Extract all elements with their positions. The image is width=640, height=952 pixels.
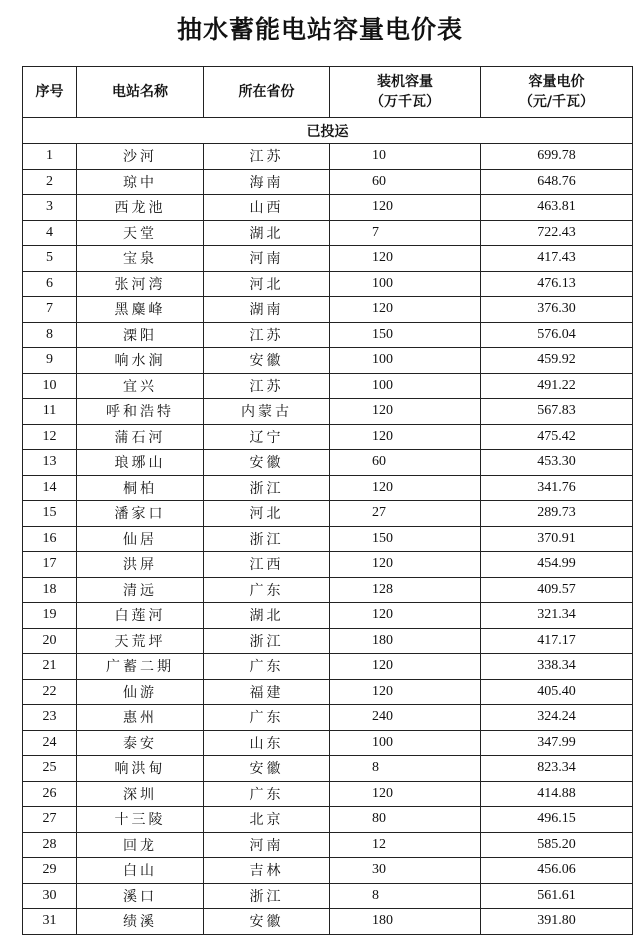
table-row (23, 552, 633, 578)
cell-seq: 31 (23, 909, 77, 935)
cell-seq: 28 (23, 832, 77, 858)
cell-seq: 9 (23, 348, 77, 374)
cell-capacity: 120 (330, 603, 481, 629)
cell-capacity: 120 (330, 654, 481, 680)
cell-station-name: 惠州 (77, 705, 204, 731)
cell-province: 山东 (204, 730, 330, 756)
cell-price: 453.30 (481, 450, 633, 476)
cell-seq: 26 (23, 781, 77, 807)
cell-seq: 19 (23, 603, 77, 629)
cell-price: 376.30 (481, 297, 633, 323)
cell-capacity: 150 (330, 322, 481, 348)
cell-province: 江西 (204, 552, 330, 578)
cell-province: 江苏 (204, 322, 330, 348)
table-row (23, 297, 633, 323)
table-row (23, 858, 633, 884)
cell-province: 浙江 (204, 475, 330, 501)
cell-capacity: 12 (330, 832, 481, 858)
cell-station-name: 宝泉 (77, 246, 204, 272)
header-name: 电站名称 (77, 67, 204, 118)
cell-province: 浙江 (204, 883, 330, 909)
cell-province: 江苏 (204, 373, 330, 399)
cell-capacity: 120 (330, 399, 481, 425)
cell-station-name: 白莲河 (77, 603, 204, 629)
cell-station-name: 沙河 (77, 144, 204, 170)
cell-price: 338.34 (481, 654, 633, 680)
cell-capacity: 180 (330, 909, 481, 935)
cell-province: 浙江 (204, 526, 330, 552)
cell-station-name: 响水涧 (77, 348, 204, 374)
cell-seq: 14 (23, 475, 77, 501)
cell-province: 山西 (204, 195, 330, 221)
cell-capacity: 30 (330, 858, 481, 884)
cell-station-name: 黑麋峰 (77, 297, 204, 323)
cell-price: 491.22 (481, 373, 633, 399)
cell-seq: 6 (23, 271, 77, 297)
cell-station-name: 西龙池 (77, 195, 204, 221)
cell-station-name: 潘家口 (77, 501, 204, 527)
cell-province: 安徽 (204, 348, 330, 374)
cell-seq: 1 (23, 144, 77, 170)
cell-seq: 15 (23, 501, 77, 527)
cell-station-name: 桐柏 (77, 475, 204, 501)
cell-capacity: 8 (330, 883, 481, 909)
cell-capacity: 8 (330, 756, 481, 782)
table-row (23, 144, 633, 170)
cell-province: 广东 (204, 781, 330, 807)
cell-seq: 27 (23, 807, 77, 833)
header-capacity (330, 67, 481, 118)
table-row (23, 220, 633, 246)
table-row (23, 883, 633, 909)
cell-price: 475.42 (481, 424, 633, 450)
cell-seq: 30 (23, 883, 77, 909)
table-row (23, 756, 633, 782)
cell-province: 北京 (204, 807, 330, 833)
cell-price: 341.76 (481, 475, 633, 501)
cell-seq: 25 (23, 756, 77, 782)
cell-province: 广东 (204, 654, 330, 680)
header-price-line2: （元/千瓦） (518, 94, 595, 110)
cell-station-name: 洪屏 (77, 552, 204, 578)
cell-seq: 22 (23, 679, 77, 705)
cell-station-name: 蒲石河 (77, 424, 204, 450)
cell-station-name: 宜兴 (77, 373, 204, 399)
cell-capacity: 120 (330, 552, 481, 578)
table-row (23, 475, 633, 501)
cell-seq: 29 (23, 858, 77, 884)
cell-price: 648.76 (481, 169, 633, 195)
cell-province: 浙江 (204, 628, 330, 654)
cell-seq: 21 (23, 654, 77, 680)
cell-price: 456.06 (481, 858, 633, 884)
cell-seq: 11 (23, 399, 77, 425)
cell-capacity: 120 (330, 297, 481, 323)
cell-price: 459.92 (481, 348, 633, 374)
cell-price: 454.99 (481, 552, 633, 578)
cell-province: 河北 (204, 501, 330, 527)
cell-capacity: 100 (330, 373, 481, 399)
cell-seq: 12 (23, 424, 77, 450)
cell-province: 安徽 (204, 450, 330, 476)
cell-price: 699.78 (481, 144, 633, 170)
cell-province: 安徽 (204, 756, 330, 782)
table-row (23, 603, 633, 629)
cell-price: 585.20 (481, 832, 633, 858)
cell-province: 河南 (204, 832, 330, 858)
header-seq: 序号 (23, 67, 77, 118)
cell-capacity: 100 (330, 348, 481, 374)
table-row (23, 450, 633, 476)
cell-price: 823.34 (481, 756, 633, 782)
table-row (23, 526, 633, 552)
cell-price: 347.99 (481, 730, 633, 756)
cell-station-name: 琅琊山 (77, 450, 204, 476)
cell-capacity: 100 (330, 730, 481, 756)
cell-seq: 13 (23, 450, 77, 476)
cell-station-name: 溪口 (77, 883, 204, 909)
price-table (22, 66, 633, 935)
cell-seq: 24 (23, 730, 77, 756)
table-row (23, 577, 633, 603)
table-row (23, 654, 633, 680)
cell-province: 湖北 (204, 603, 330, 629)
header-capacity-line1: 装机容量 (377, 74, 433, 90)
cell-seq: 5 (23, 246, 77, 272)
table-row (23, 501, 633, 527)
table-row (23, 399, 633, 425)
cell-province: 湖北 (204, 220, 330, 246)
table-row (23, 246, 633, 272)
cell-capacity: 120 (330, 195, 481, 221)
cell-province: 吉林 (204, 858, 330, 884)
cell-price: 463.81 (481, 195, 633, 221)
cell-station-name: 天堂 (77, 220, 204, 246)
table-body (23, 144, 633, 935)
cell-seq: 20 (23, 628, 77, 654)
cell-station-name: 仙游 (77, 679, 204, 705)
cell-province: 福建 (204, 679, 330, 705)
cell-seq: 18 (23, 577, 77, 603)
cell-price: 391.80 (481, 909, 633, 935)
cell-station-name: 回龙 (77, 832, 204, 858)
cell-price: 321.34 (481, 603, 633, 629)
cell-price: 722.43 (481, 220, 633, 246)
cell-capacity: 60 (330, 450, 481, 476)
cell-station-name: 仙居 (77, 526, 204, 552)
header-price-line1: 容量电价 (528, 74, 585, 90)
cell-province: 辽宁 (204, 424, 330, 450)
header-province: 所在省份 (204, 67, 330, 118)
table-row (23, 705, 633, 731)
cell-province: 海南 (204, 169, 330, 195)
table-row (23, 730, 633, 756)
cell-seq: 23 (23, 705, 77, 731)
table-row (23, 348, 633, 374)
table-row (23, 628, 633, 654)
cell-station-name: 呼和浩特 (77, 399, 204, 425)
section-header (23, 118, 633, 144)
cell-seq: 8 (23, 322, 77, 348)
cell-seq: 16 (23, 526, 77, 552)
cell-capacity: 120 (330, 679, 481, 705)
cell-station-name: 十三陵 (77, 807, 204, 833)
table-header (23, 67, 633, 118)
cell-price: 409.57 (481, 577, 633, 603)
cell-price: 576.04 (481, 322, 633, 348)
table-row (23, 909, 633, 935)
cell-seq: 3 (23, 195, 77, 221)
cell-capacity: 120 (330, 475, 481, 501)
cell-province: 广东 (204, 577, 330, 603)
cell-capacity: 27 (330, 501, 481, 527)
cell-station-name: 天荒坪 (77, 628, 204, 654)
table-row (23, 169, 633, 195)
cell-capacity: 10 (330, 144, 481, 170)
document-title: 抽水蓄能电站容量电价表 (176, 15, 463, 44)
cell-station-name: 白山 (77, 858, 204, 884)
cell-price: 289.73 (481, 501, 633, 527)
table-row (23, 807, 633, 833)
cell-province: 安徽 (204, 909, 330, 935)
cell-capacity: 128 (330, 577, 481, 603)
table-row (23, 322, 633, 348)
cell-capacity: 240 (330, 705, 481, 731)
cell-station-name: 绩溪 (77, 909, 204, 935)
cell-station-name: 溧阳 (77, 322, 204, 348)
cell-seq: 10 (23, 373, 77, 399)
cell-capacity: 120 (330, 781, 481, 807)
table-row (23, 195, 633, 221)
cell-province: 河南 (204, 246, 330, 272)
cell-capacity: 120 (330, 246, 481, 272)
cell-capacity: 7 (330, 220, 481, 246)
cell-capacity: 180 (330, 628, 481, 654)
cell-capacity: 80 (330, 807, 481, 833)
cell-station-name: 清远 (77, 577, 204, 603)
cell-station-name: 琼中 (77, 169, 204, 195)
cell-capacity: 120 (330, 424, 481, 450)
cell-capacity: 100 (330, 271, 481, 297)
table-row (23, 373, 633, 399)
table-row (23, 832, 633, 858)
cell-station-name: 泰安 (77, 730, 204, 756)
cell-price: 414.88 (481, 781, 633, 807)
cell-price: 496.15 (481, 807, 633, 833)
cell-price: 405.40 (481, 679, 633, 705)
cell-seq: 4 (23, 220, 77, 246)
cell-province: 内蒙古 (204, 399, 330, 425)
cell-price: 561.61 (481, 883, 633, 909)
cell-province: 湖南 (204, 297, 330, 323)
cell-province: 广东 (204, 705, 330, 731)
section-label: 已投运 (23, 118, 633, 144)
table-row (23, 679, 633, 705)
cell-station-name: 张河湾 (77, 271, 204, 297)
cell-province: 江苏 (204, 144, 330, 170)
cell-station-name: 广蓄二期 (77, 654, 204, 680)
table-row (23, 271, 633, 297)
cell-station-name: 响洪甸 (77, 756, 204, 782)
cell-price: 417.17 (481, 628, 633, 654)
cell-price: 370.91 (481, 526, 633, 552)
cell-seq: 7 (23, 297, 77, 323)
header-capacity-line2: （万千瓦） (370, 94, 440, 110)
header-price (481, 67, 633, 118)
cell-seq: 2 (23, 169, 77, 195)
table-row (23, 781, 633, 807)
cell-capacity: 150 (330, 526, 481, 552)
cell-price: 417.43 (481, 246, 633, 272)
cell-price: 476.13 (481, 271, 633, 297)
cell-seq: 17 (23, 552, 77, 578)
cell-price: 567.83 (481, 399, 633, 425)
cell-station-name: 深圳 (77, 781, 204, 807)
table-row (23, 424, 633, 450)
cell-capacity: 60 (330, 169, 481, 195)
cell-province: 河北 (204, 271, 330, 297)
cell-price: 324.24 (481, 705, 633, 731)
